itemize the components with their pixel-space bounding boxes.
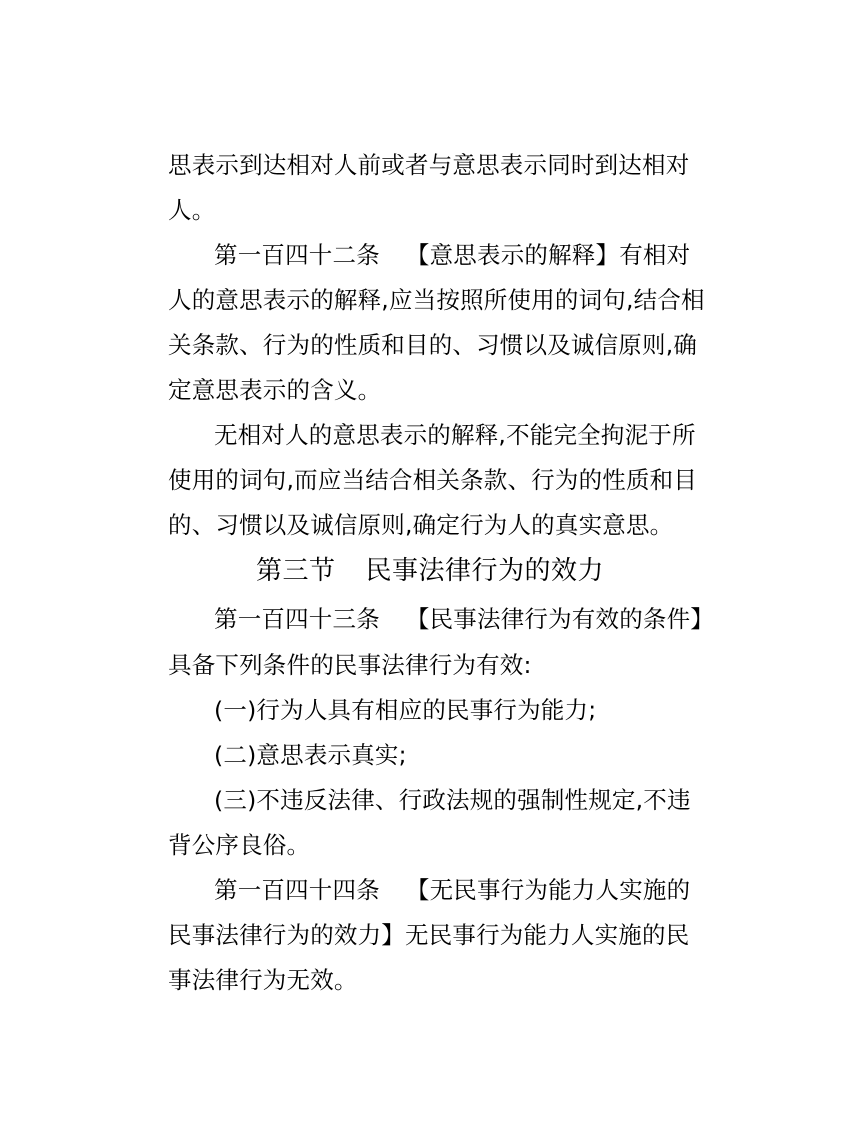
section-3-title: 民事法律行为的效力 — [365, 556, 605, 586]
article-143-item-3-line-2: 背公序良俗。 — [168, 831, 311, 859]
section-3-heading — [0, 555, 860, 587]
article-143-item-2: (二)意思表示真实; — [214, 741, 407, 769]
paragraph-no-counterparty-line-3: 的、习惯以及诚信原则,确定行为人的真实意思。 — [168, 511, 674, 539]
article-143-item-3-line-1: (三)不违反法律、行政法规的强制性规定,不违 — [214, 786, 691, 814]
article-143-line-2: 具备下列条件的民事法律行为有效: — [168, 651, 532, 679]
article-144-line-2: 民事法律行为的效力】无民事行为能力人实施的民 — [168, 921, 690, 949]
article-144-line-1 — [214, 875, 754, 905]
paragraph-no-counterparty-line-2: 使用的词句,而应当结合相关条款、行为的性质和目 — [168, 466, 698, 494]
paragraph-no-counterparty-line-1: 无相对人的意思表示的解释,不能完全拘泥于所 — [214, 421, 696, 449]
article-143-line-1 — [214, 604, 754, 634]
article-143-heading: 【民事法律行为有效的条件】 — [405, 605, 715, 633]
article-143-number: 第一百四十三条 — [214, 605, 380, 633]
article-142-line-1 — [214, 240, 754, 270]
article-142-line-2: 人的意思表示的解释,应当按照所使用的词句,结合相 — [168, 286, 705, 314]
article-142-line-3: 关条款、行为的性质和目的、习惯以及诚信原则,确 — [168, 331, 698, 359]
section-3-number: 第三节 — [255, 556, 336, 586]
article-142-heading: 【意思表示的解释】有相对 — [405, 241, 691, 269]
article-144-number: 第一百四十四条 — [214, 876, 380, 904]
article-143-item-1: (一)行为人具有相应的民事行为能力; — [214, 696, 597, 724]
article-142-line-4: 定意思表示的含义。 — [168, 376, 382, 404]
continuation-line-1: 思表示到达相对人前或者与意思表示同时到达相对 — [168, 151, 690, 179]
article-144-line-3: 事法律行为无效。 — [168, 966, 358, 994]
article-144-heading: 【无民事行为能力人实施的 — [405, 876, 691, 904]
continuation-line-2: 人。 — [168, 196, 216, 224]
article-142-number: 第一百四十二条 — [214, 241, 380, 269]
